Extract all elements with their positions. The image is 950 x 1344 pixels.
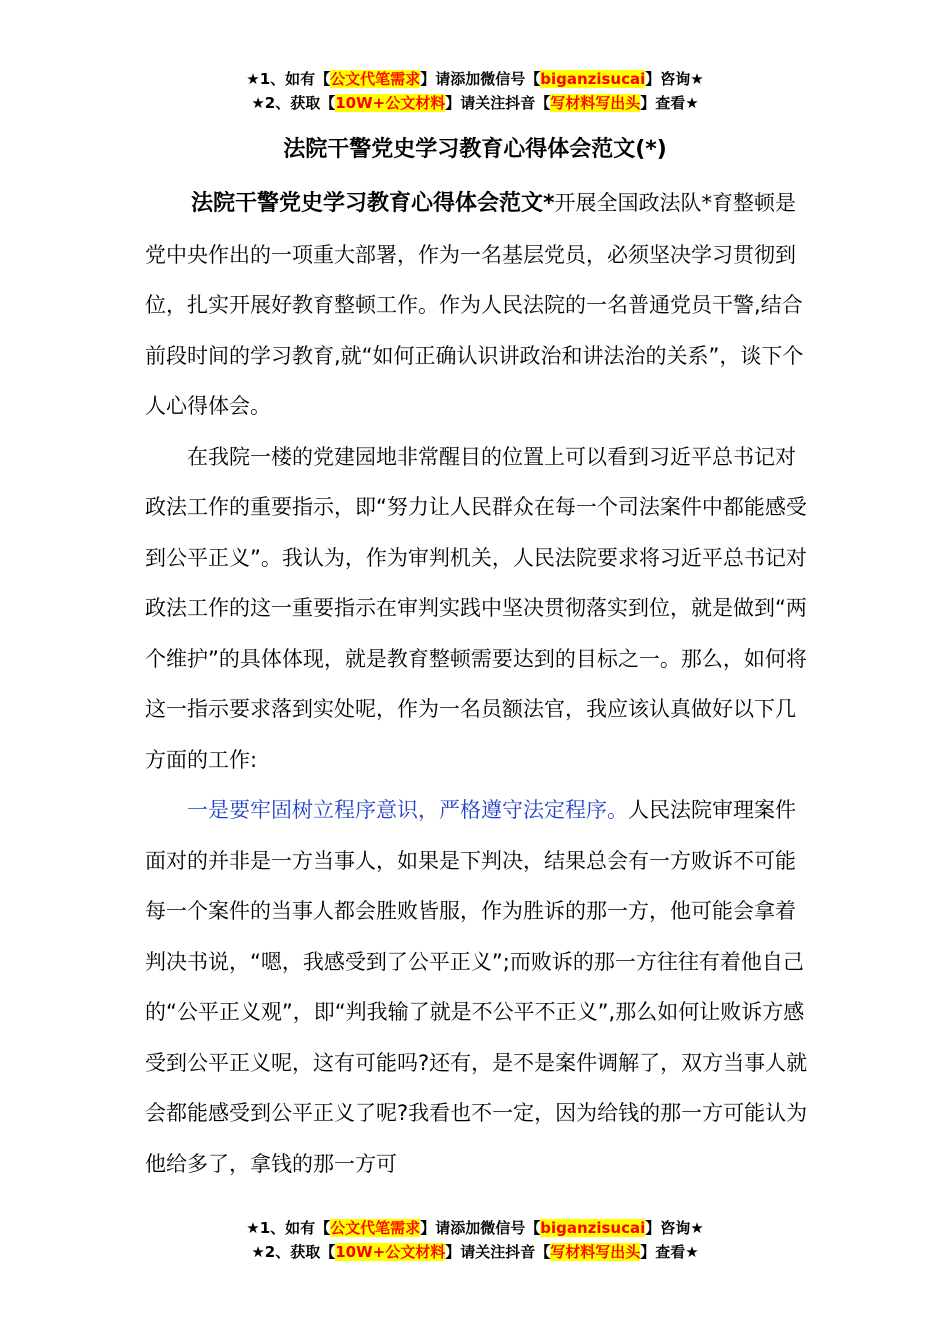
wechat-id-highlight: biganzisucai	[540, 70, 646, 88]
paragraph-1	[145, 178, 813, 432]
document-title: 法院干警党史学习教育心得体会范文(*)	[283, 137, 667, 162]
wechat-id-highlight: biganzisucai	[540, 1219, 646, 1237]
banner-text: ★2、获取【	[251, 1243, 336, 1261]
bottom-banner	[0, 1216, 950, 1264]
banner-highlight: 10W+公文材料	[335, 94, 446, 112]
banner-text: 】请添加微信号【	[420, 1219, 541, 1237]
douyin-id-highlight: 写材料写出头	[550, 94, 641, 112]
banner-line-1	[0, 67, 950, 91]
banner-line-2	[0, 1240, 950, 1264]
document-body	[145, 178, 813, 1189]
banner-highlight: 公文代笔需求	[330, 70, 421, 88]
paragraph-3-text: 人民法院审理案件面对的并非是一方当事人，如果是下判决，结果总会有一方败诉不可能每一个案件的当事人都会胜败皆服，作为胜诉的那一方，他可能会拿着判决书说，“嗯，我感受到了公平正义”;而败诉的那一方往往有着他自己的“公平正义观”，即“判我输了就是不公平不正义”,那么如何让败诉方感受到公平正义呢，这有可能吗?还有，是不是案件调解了，双方当事人就会都能感受到公平正义了呢?我看也不一定，因为给钱的那一方可能认为他给多了，拿钱的那一方可	[145, 798, 808, 1176]
banner-text: ★1、如有【	[246, 1219, 331, 1237]
banner-text: 】查看★	[640, 1243, 699, 1261]
banner-text: 】咨询★	[645, 1219, 704, 1237]
banner-highlight: 10W+公文材料	[335, 1243, 446, 1261]
banner-text: 】咨询★	[645, 70, 704, 88]
banner-highlight: 公文代笔需求	[330, 1219, 421, 1237]
banner-text: ★1、如有【	[246, 70, 331, 88]
banner-text: 】请关注抖音【	[445, 94, 551, 112]
banner-text: ★2、获取【	[251, 94, 336, 112]
paragraph-1-bold-lead: 法院干警党史学习教育心得体会范文*	[191, 191, 555, 216]
paragraph-2: 在我院一楼的党建园地非常醒目的位置上可以看到习近平总书记对政法工作的重要指示，即“努力让人民群众在每一个司法案件中都能感受到公平正义”。我认为，作为审判机关，人民法院要求将习近平总书记对政法工作的这一重要指示在审判实践中坚决贯彻落实到位，就是做到“两个维护”的具体体现，就是教育整顿需要达到的目标之一。那么，如何将这一指示要求落到实处呢，作为一名员额法官，我应该认真做好以下几方面的工作:	[145, 444, 807, 772]
banner-text: 】请添加微信号【	[420, 70, 541, 88]
banner-line-1	[0, 1216, 950, 1240]
douyin-id-highlight: 写材料写出头	[550, 1243, 641, 1261]
paragraph-1-text: 开展全国政法队*育整顿是党中央作出的一项重大部署，作为一名基层党员，必须坚决学习贯彻到位，扎实开展好教育整顿工作。作为人民法院的一名普通党员干警,结合前段时间的学习教育,就“如何正确认识讲政治和讲法治的关系”，谈下个人心得体会。	[145, 191, 804, 418]
banner-text: 】查看★	[640, 94, 699, 112]
top-banner	[0, 67, 950, 115]
paragraph-3	[145, 785, 813, 1189]
banner-text: 】请关注抖音【	[445, 1243, 551, 1261]
banner-line-2	[0, 91, 950, 115]
section-heading: 一是要牢固树立程序意识，严格遵守法定程序。	[187, 798, 628, 822]
